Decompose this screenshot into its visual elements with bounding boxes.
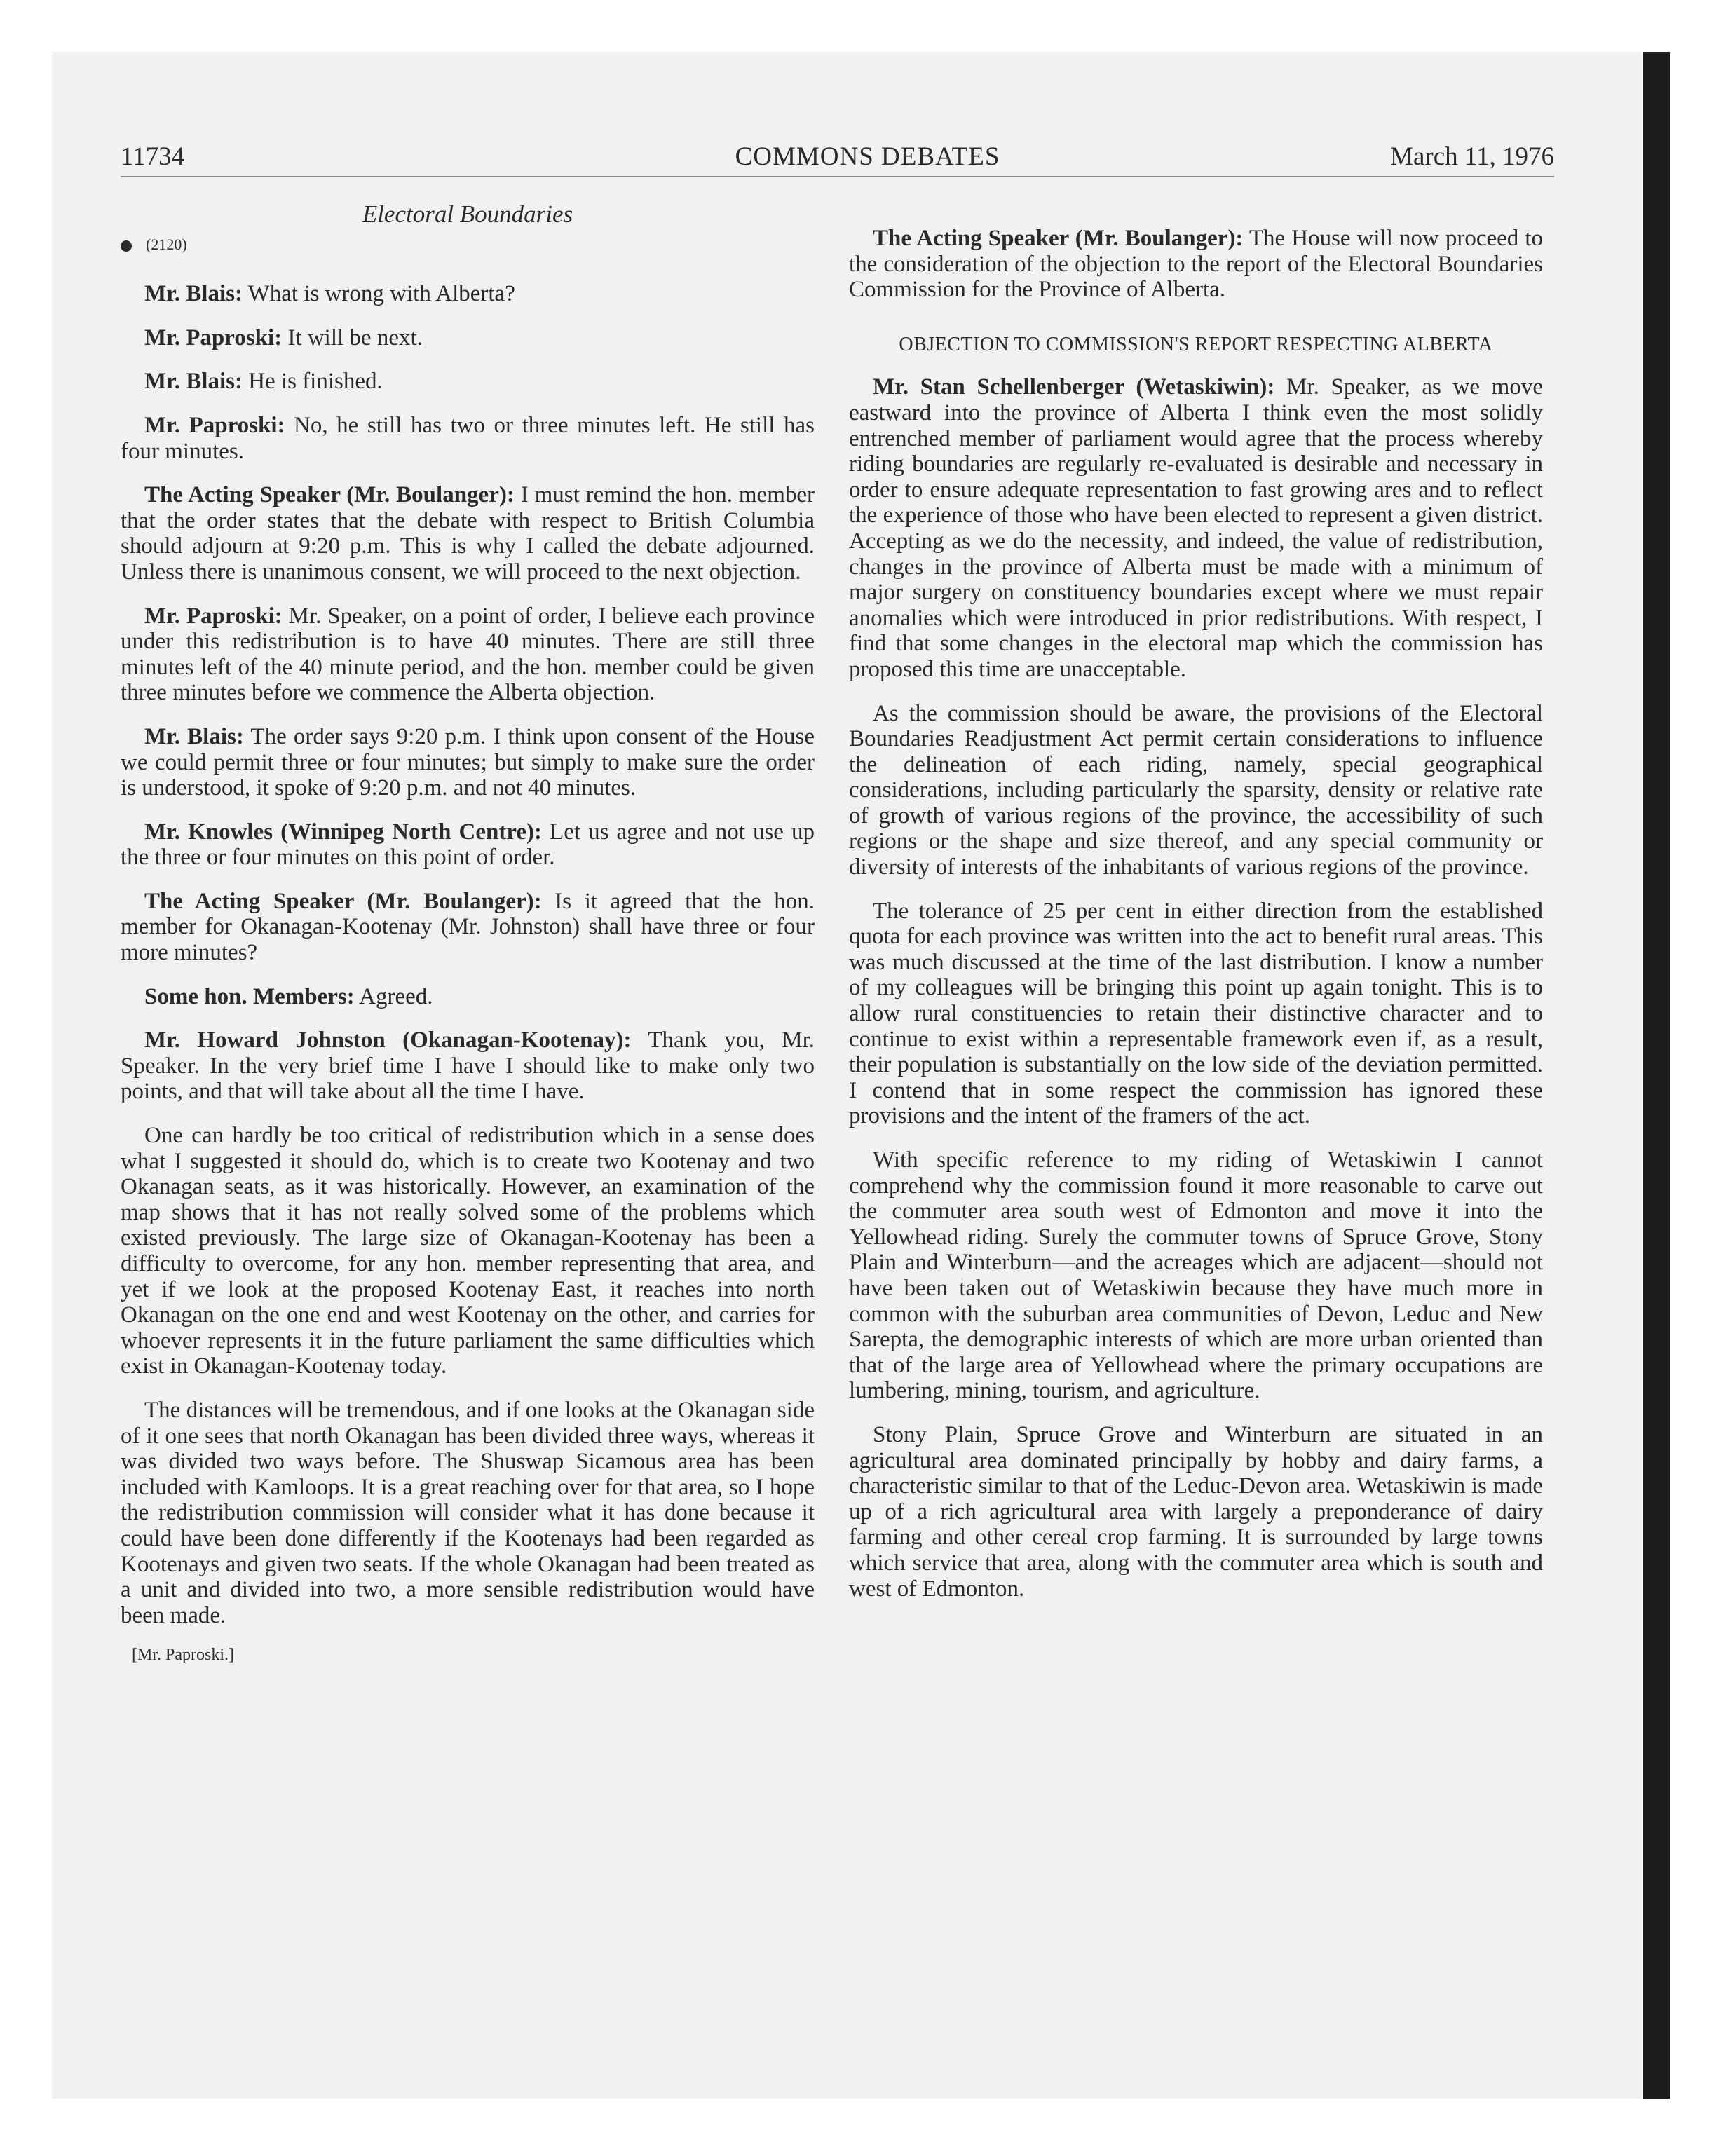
left-column: [121, 185, 815, 1668]
speech-text: The tolerance of 25 per cent in either direction from the established quota for each province was written into the act to benefit rural areas. This was much discussed at the time of the last distribution. I know a number of my colleagues will be bringing this point up again tonight. This is to allow rural constituencies to retain their distinctive character and to continue to exist within a representable framework even if, as a result, their population is substantially on the low side of the deviation permitted. I contend that in some respect the commission has ignored these provisions and the intent of the framers of the act.: [849, 898, 1543, 1129]
speaker-name: Mr. Blais:: [144, 281, 243, 307]
speech-text: Is it agreed that the hon. member for Okanagan-Kootenay (Mr. Johnston) shall have three or four more minutes?: [121, 888, 815, 966]
speaker-name: Mr. Stan Schellenberger (Wetaskiwin):: [873, 374, 1275, 400]
paragraph: [121, 1123, 815, 1379]
speech-text: Stony Plain, Spruce Grove and Winterburn are situated in an agricultural area dominated principally by hobby and dairy farms, a characteristic similar to that of the Leduc-Devon area. Wetaskiwin is made up of a rich agricultural area with largely a preponderance of dairy farming and other cereal crop farming. It is surrounded by large towns which service that area, along with the commuter area which is south and west of Edmonton.: [849, 1421, 1543, 1602]
footnote: [Mr. Paproski.]: [132, 1646, 234, 1665]
speech-text: As the commission should be aware, the provisions of the Electoral Boundaries Readjustment Act permit certain considerations to influence the delineation of each riding, namely, special geographical considerations, including particularly the sparsity, density or relative rate of growth of various regions of the province, the accessibility of such regions or the shape and size thereof, and any special community or diversity of interests of the inhabitants of various regions of the province.: [849, 700, 1543, 880]
speech-text: Mr. Speaker, as we move eastward into the province of Alberta I think even the most solidly entrenched member of parliament would agree that the process whereby riding boundaries are regularly re-evaluated is desirable and necessary in order to ensure adequate representation to fast growing ares and to reflect the experience of those who have been elected to represent a given district. Accepting as we do the necessity, and indeed, the value of redistribution, changes in the province of Alberta must be made with a minimum of major surgery on constituency boundaries except where we must repair anomalies which were introduced in prior redistributions. With respect, I find that some changes in the electoral map which the commission has proposed this time are unacceptable.: [849, 374, 1543, 682]
time-marker-label: (2120): [146, 235, 187, 253]
paragraph: [121, 482, 815, 585]
paragraph: [849, 226, 1543, 303]
paragraph: [121, 281, 815, 307]
paragraph: [849, 374, 1543, 682]
speech-text: With specific reference to my riding of Wetaskiwin I cannot comprehend why the commission found it more reasonable to carve out the commuter area south west of Edmonton and move it into the Yellowhead riding. Surely the commuter towns of Spruce Grove, Stony Plain and Winterburn—and the acreages which are adjacent—should not have been taken out of Wetaskiwin because they have much more in common with the suburban area communities of Devon, Leduc and New Sarepta, the demographic interests of which are more urban oriented than that of the large area of Yellowhead where the primary occupations are lumbering, mining, tourism, and agriculture.: [849, 1147, 1543, 1404]
paragraph: [121, 889, 815, 966]
speech-text: The order says 9:20 p.m. I think upon consent of the House we could permit three or four minutes; but simply to make sure the order is understood, it spoke of 9:20 p.m. and not 40 minutes.: [121, 723, 815, 801]
speech-text: Thank you, Mr. Speaker. In the very brief time I have I should like to make only two points, and that will take about all the time I have.: [121, 1028, 815, 1105]
speech-text: Let us agree and not use up the three or four minutes on this point of order.: [121, 819, 815, 871]
bullet-icon: [121, 240, 132, 252]
speech-text: Mr. Speaker, on a point of order, I believe each province under this redistribution is to have 40 minutes. There are still three minutes left of the 40 minute period, and the hon. member could be given three minutes before we commence the Alberta objection.: [121, 603, 815, 706]
section-heading: OBJECTION TO COMMISSION'S REPORT RESPECTING ALBERTA: [899, 333, 1493, 355]
speaker-name: Mr. Howard Johnston (Okanagan-Kootenay):: [144, 1028, 632, 1053]
speaker-name: The Acting Speaker (Mr. Boulanger):: [873, 226, 1244, 251]
speaker-name: Mr. Paproski:: [144, 603, 283, 629]
section-subheader: Electoral Boundaries: [362, 200, 573, 228]
speaker-name: Mr. Blais:: [144, 369, 243, 395]
speech-text: One can hardly be too critical of redistribution which in a sense does what I suggested it should do, which is to create two Kootenay and two Okanagan seats, as it was historically. However, an examination of the map shows that it has not really solved some of the problems which existed previously. The large size of Okanagan-Kootenay has been a difficulty to overcome, for any hon. member representing that area, and yet if we look at the proposed Kootenay East, it reaches into north Okanagan on the one end and west Kootenay on the other, and carries for whoever represents it in the future parliament the same difficulties which exist in Okanagan-Kootenay today.: [121, 1123, 815, 1379]
speaker-name: Mr. Paproski:: [144, 325, 283, 350]
speech-text: The House will now proceed to the consideration of the objection to the report of the Electoral Boundaries Commission for the Province of Alberta.: [849, 226, 1544, 303]
paragraph: [121, 369, 815, 395]
paragraph: [121, 413, 815, 464]
header-rule: [121, 176, 1554, 177]
speech-text: It will be next.: [282, 325, 423, 350]
speaker-name: Mr. Paproski:: [144, 412, 285, 438]
speech-text: What is wrong with Alberta?: [242, 281, 515, 307]
speaker-name: The Acting Speaker (Mr. Boulanger):: [144, 482, 515, 508]
speaker-name: Some hon. Members:: [144, 983, 355, 1009]
paragraph: [121, 603, 815, 706]
paragraph: [849, 1422, 1543, 1602]
speaker-name: Mr. Knowles (Winnipeg North Centre):: [144, 819, 543, 845]
speech-text: The distances will be tremendous, and if one looks at the Okanagan side of it one sees that north Okanagan has been divided three ways, whereas it was divided two ways before. The Shuswap Sicamous area has been included with Kamloops. It is a great reaching over for that area, so I hope the redistribution commission will consider what it has done because it could have been done differently if the Kootenays had been regarded as Kootenays and given two seats. If the whole Okanagan had been treated as a unit and divided into two, a more sensible redistribution would have been made.: [121, 1397, 815, 1628]
time-marker: [121, 232, 815, 258]
right-column: [849, 226, 1543, 1620]
paragraph: [849, 899, 1543, 1129]
paragraph: [121, 984, 815, 1010]
page-number: 11734: [121, 142, 185, 171]
publication-title: COMMONS DEBATES: [735, 142, 1000, 171]
paragraph: [121, 1028, 815, 1105]
scan-edge: [1643, 52, 1670, 2099]
paragraph: [121, 325, 815, 351]
paragraph: [849, 1147, 1543, 1404]
speech-text: Agreed.: [354, 983, 433, 1009]
speaker-name: Mr. Blais:: [144, 723, 244, 749]
page-date: March 11, 1976: [1390, 142, 1554, 171]
speech-text: He is finished.: [242, 369, 383, 395]
paragraph: [121, 724, 815, 801]
speech-text: I must remind the hon. member that the order states that the debate with respect to British Columbia should adjourn at 9:20 p.m. This is why I called the debate adjourned. Unless there is unanimous consent, we will proceed to the next objection.: [121, 482, 815, 585]
speech-text: No, he still has two or three minutes left. He still has four minutes.: [121, 412, 815, 464]
speaker-name: The Acting Speaker (Mr. Boulanger):: [144, 888, 542, 914]
paragraph: [121, 1398, 815, 1628]
paragraph: [849, 701, 1543, 880]
paragraph: [121, 819, 815, 871]
